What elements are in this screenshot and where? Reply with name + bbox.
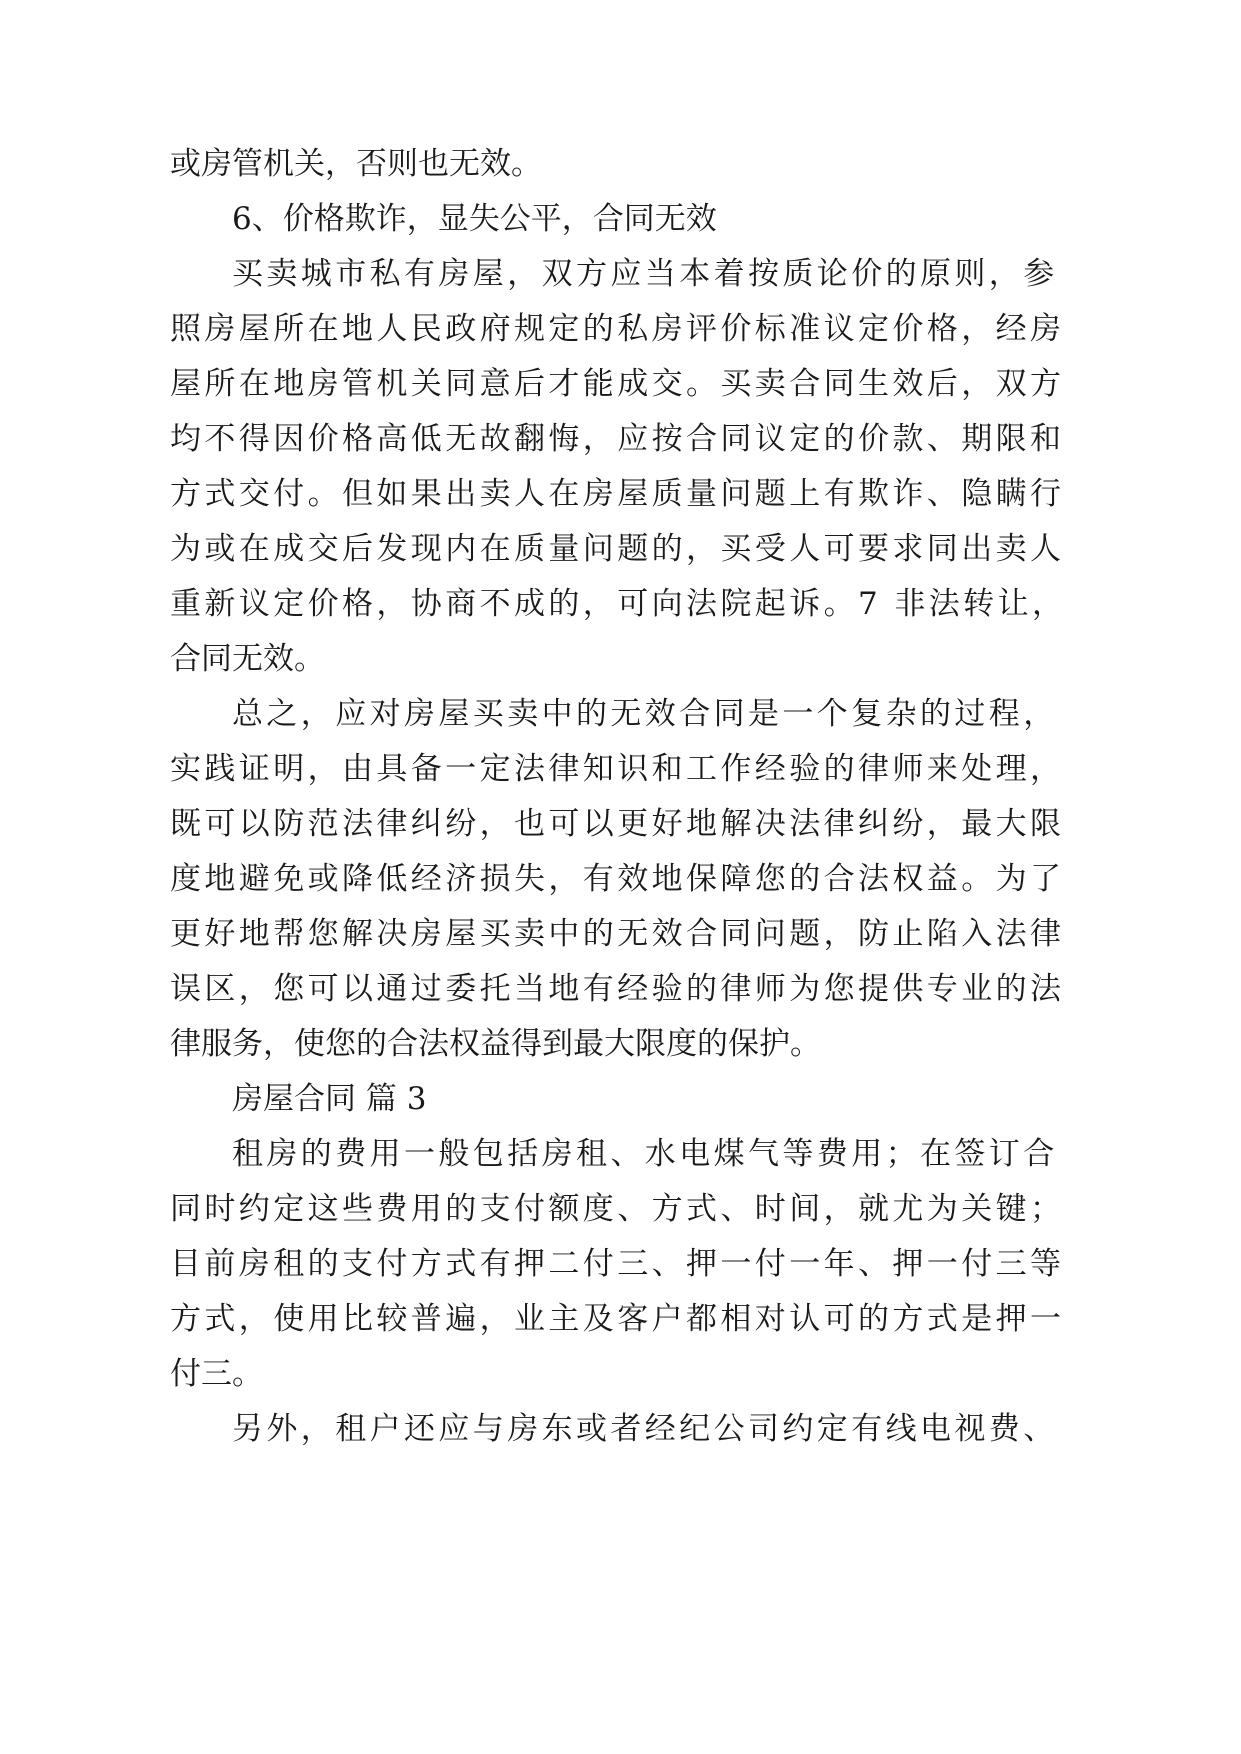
- text-line: 重新议定价格，协商不成的，可向法院起诉。7 非法转让，: [170, 586, 1067, 622]
- text-line: 付三。: [170, 1356, 263, 1392]
- text-line: 更好地帮您解决房屋买卖中的无效合同问题，防止陷入法律: [170, 916, 1065, 952]
- text-line: 照房屋所在地人民政府规定的私房评价标准议定价格，经房: [170, 311, 1065, 347]
- text-line: 买卖城市私有房屋，双方应当本着按质论价的原则，参: [232, 256, 1058, 292]
- text-line: 另外，租户还应与房东或者经纪公司约定有线电视费、: [232, 1411, 1058, 1447]
- text-line: 均不得因价格高低无故翻悔，应按合同议定的价款、期限和: [170, 421, 1065, 457]
- text-line: 方式，使用比较普遍，业主及客户都相对认可的方式是押一: [170, 1301, 1065, 1337]
- text-line: 误区，您可以通过委托当地有经验的律师为您提供专业的法: [170, 971, 1065, 1007]
- text-line: 方式交付。但如果出卖人在房屋质量问题上有欺诈、隐瞒行: [170, 476, 1065, 512]
- text-line: 度地避免或降低经济损失，有效地保障您的合法权益。为了: [170, 861, 1065, 897]
- text-line: 为或在成交后发现内在质量问题的，买受人可要求同出卖人: [170, 531, 1065, 567]
- text-line: 既可以防范法律纠纷，也可以更好地解决法律纠纷，最大限: [170, 806, 1065, 842]
- text-line: 或房管机关，否则也无效。: [170, 146, 542, 182]
- text-line: 租房的费用一般包括房租、水电煤气等费用；在签订合: [232, 1136, 1058, 1172]
- text-line: 目前房租的支付方式有押二付三、押一付一年、押一付三等: [170, 1246, 1065, 1282]
- text-line: 合同无效。: [170, 641, 325, 677]
- text-line: 屋所在地房管机关同意后才能成交。买卖合同生效后，双方: [170, 366, 1065, 402]
- section-heading: 房屋合同 篇 3: [232, 1081, 427, 1117]
- text-line: 律服务，使您的合法权益得到最大限度的保护。: [170, 1026, 821, 1062]
- text-line: 实践证明，由具备一定法律知识和工作经验的律师来处理，: [170, 751, 1065, 787]
- text-line: 6、价格欺诈，显失公平，合同无效: [232, 201, 717, 237]
- text-line: 同时约定这些费用的支付额度、方式、时间，就尤为关键；: [170, 1191, 1065, 1227]
- text-line: 总之，应对房屋买卖中的无效合同是一个复杂的过程，: [232, 696, 1058, 732]
